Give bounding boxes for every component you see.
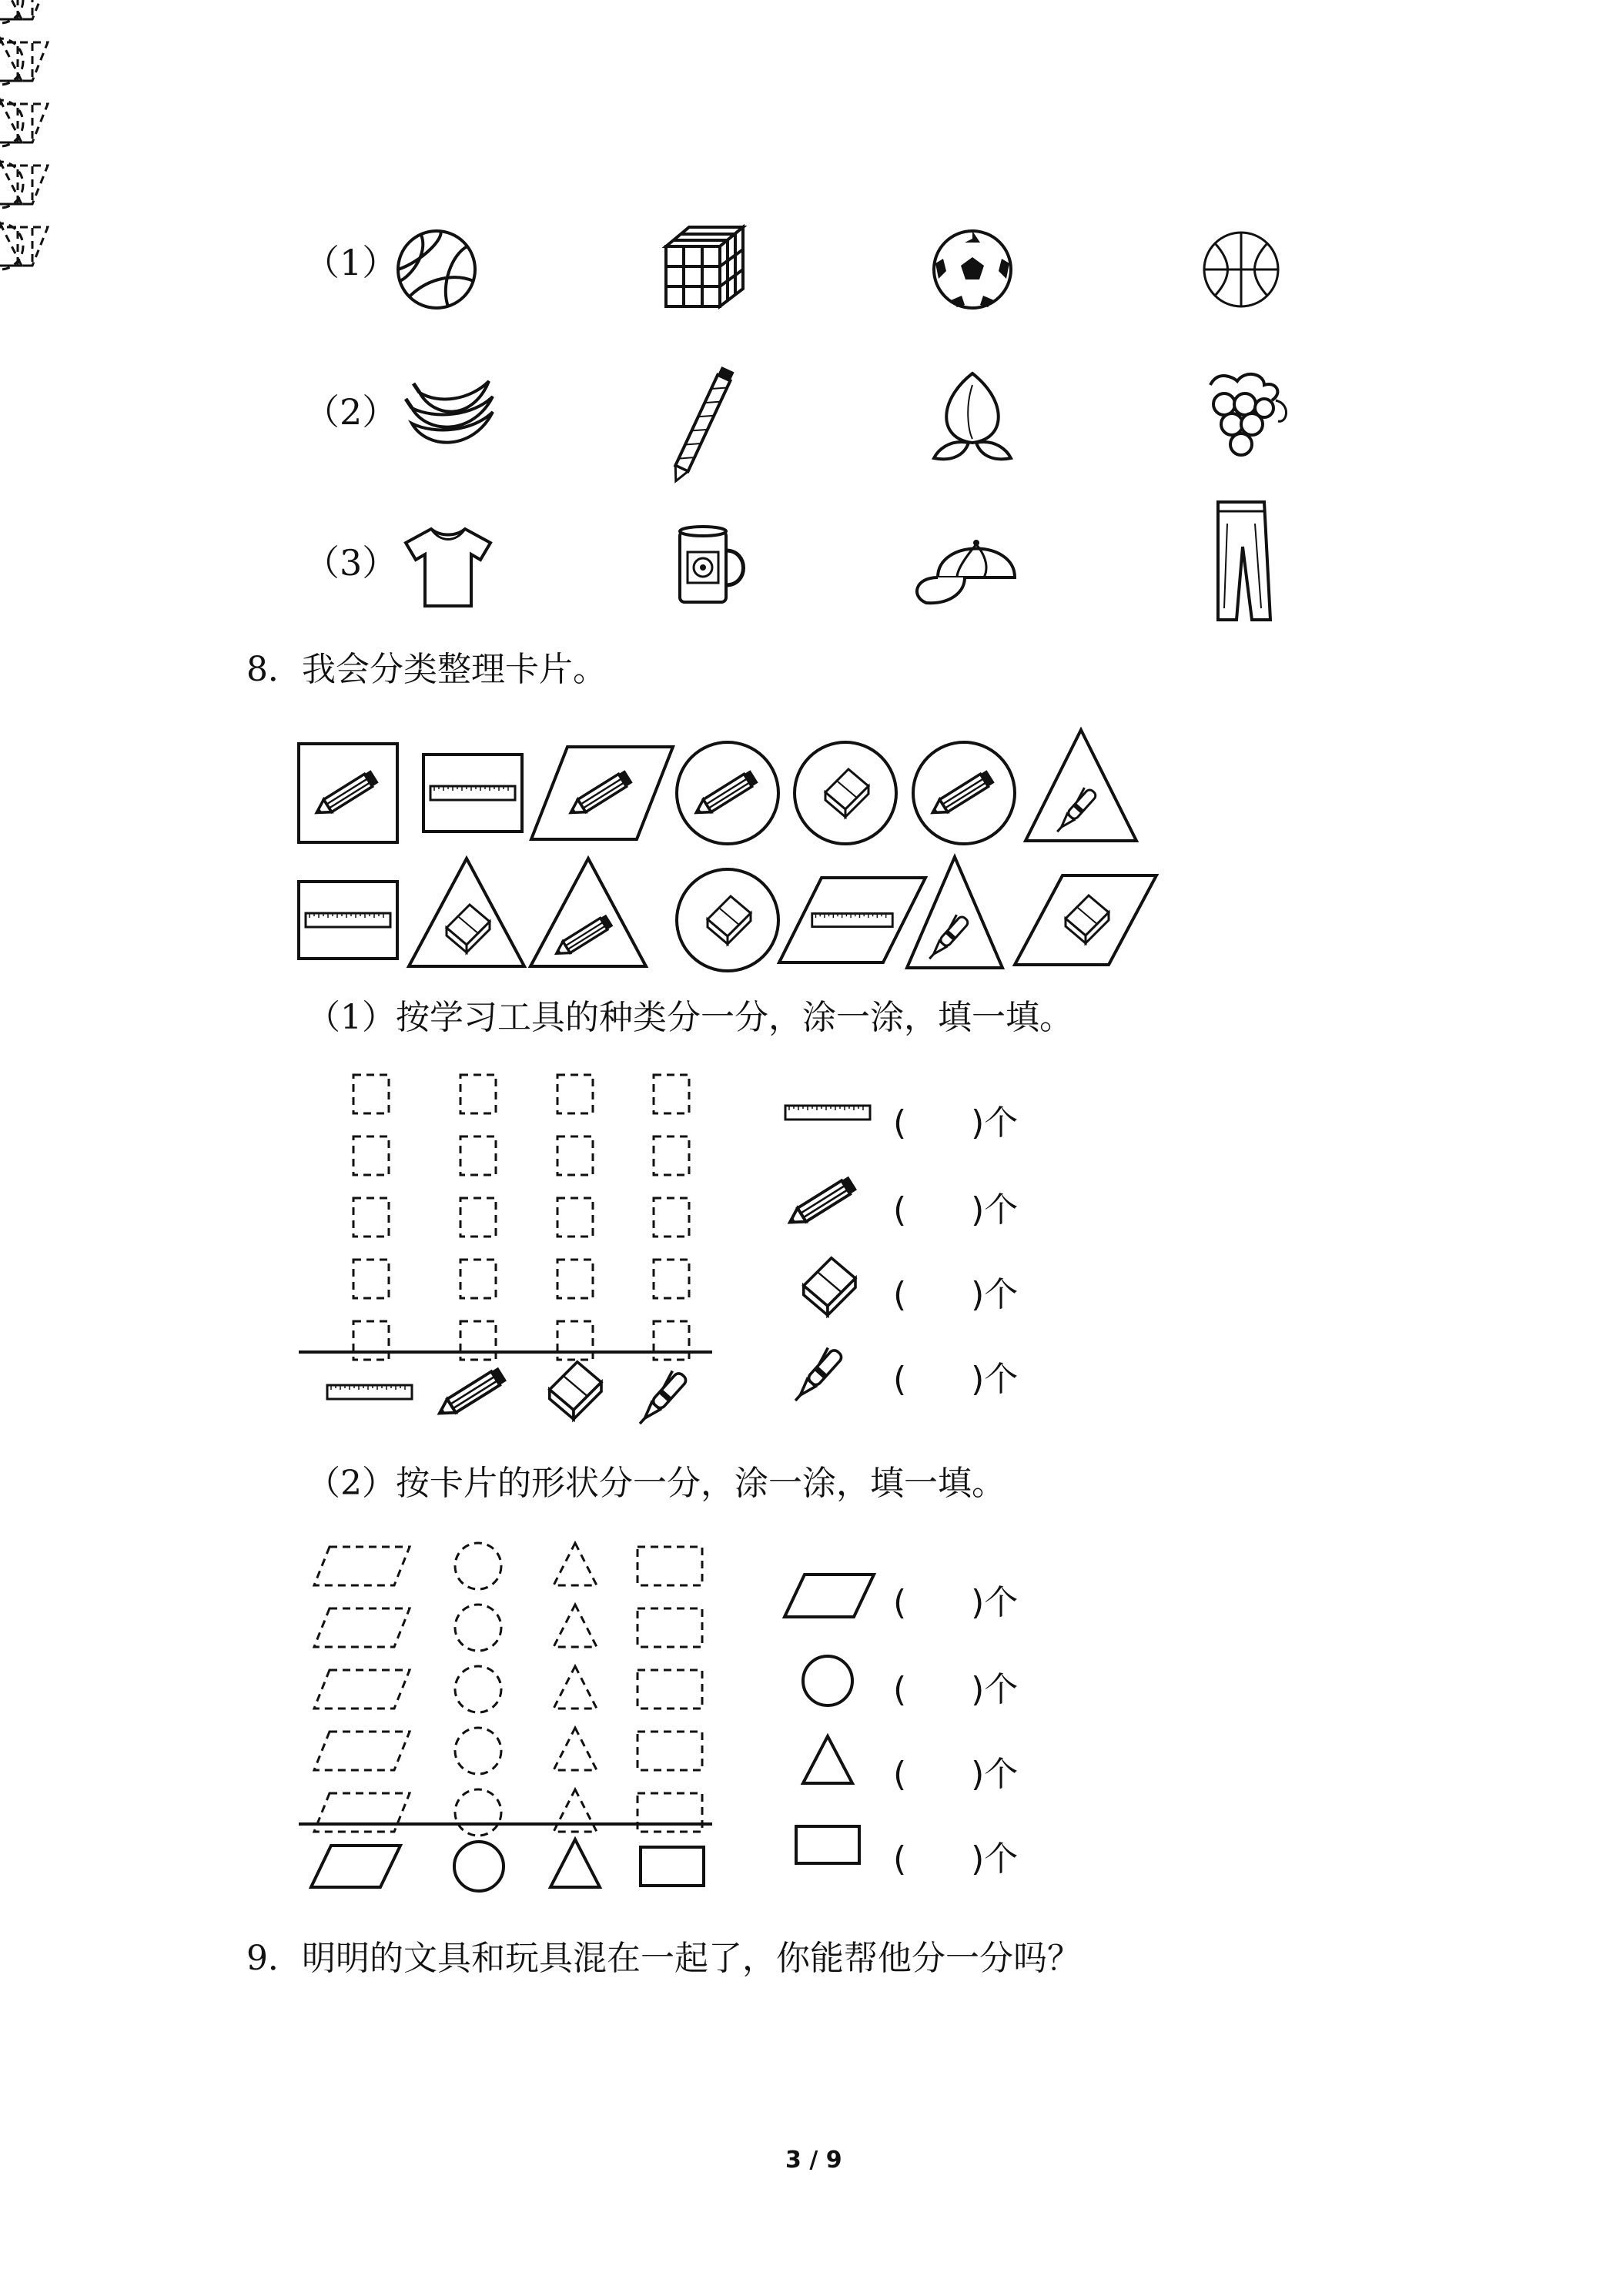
legend-pencil-icon — [785, 1176, 857, 1230]
card-parallelogram-eraser — [1015, 875, 1156, 965]
card-circle-pencil — [677, 742, 778, 844]
answer-blank-eraser[interactable]: ( )个 — [893, 1275, 1019, 1314]
answer-blank-pencil[interactable]: ( )个 — [893, 1190, 1019, 1230]
card-circle-pencil-2 — [913, 742, 1015, 844]
grapes-icon — [1210, 374, 1287, 455]
q7-row3-label: （3） — [304, 542, 398, 584]
legend-triangle-icon — [803, 1736, 852, 1783]
answer-blank-pen[interactable]: ( )个 — [893, 1360, 1019, 1399]
legend-eraser-icon — [804, 1258, 855, 1315]
card-circle-eraser — [795, 742, 896, 844]
card-triangle-eraser — [409, 858, 524, 966]
peach-icon — [934, 373, 1011, 459]
answer-blank-triangle[interactable]: ( )个 — [893, 1755, 1019, 1794]
card-triangle-pen-2 — [907, 857, 1002, 968]
card-square-pencil — [299, 744, 397, 842]
card-square-ruler — [423, 755, 522, 832]
part2-dashed-grid — [0, 0, 48, 269]
card-circle-eraser-2 — [677, 869, 778, 971]
q8-part2-instruction: （2）按卡片的形状分一分，涂一涂，填一填。 — [306, 1464, 1006, 1503]
part1-axis-ruler — [327, 1385, 412, 1399]
part1-axis-pencil — [435, 1367, 507, 1421]
q7-row2-label: （2） — [304, 391, 398, 433]
answer-blank-rectangle[interactable]: ( )个 — [893, 1839, 1019, 1879]
q9-title: 9．明明的文具和玩具混在一起了，你能帮他分一分吗？ — [246, 1939, 1081, 1978]
card-parallelogram-ruler — [779, 878, 925, 962]
q7-row1-label: （1） — [304, 242, 398, 283]
basketball-icon — [1204, 233, 1278, 306]
rubiks-cube-icon — [666, 227, 743, 306]
legend-ruler-icon — [785, 1106, 870, 1120]
tshirt-icon — [406, 529, 490, 606]
card-triangle-pencil — [530, 858, 646, 966]
volleyball-icon — [398, 231, 475, 308]
trousers-icon — [1218, 502, 1270, 620]
mug-icon — [680, 527, 744, 602]
answer-blank-parallelogram[interactable]: ( )个 — [893, 1583, 1019, 1622]
banana-icon — [406, 381, 493, 443]
answer-blank-circle[interactable]: ( )个 — [893, 1670, 1019, 1709]
cap-icon — [917, 540, 1015, 603]
part2-axis-shapes — [311, 1839, 704, 1891]
card-triangle-pen — [1026, 730, 1136, 841]
card-square-ruler-2 — [299, 882, 397, 959]
part1-axis-pen — [631, 1368, 688, 1428]
answer-blank-ruler[interactable]: ( )个 — [893, 1103, 1019, 1143]
legend-pen-icon — [787, 1345, 843, 1405]
soccer-ball-icon — [934, 231, 1011, 308]
card-parallelogram-pencil — [531, 747, 673, 839]
legend-rectangle-icon — [796, 1826, 859, 1863]
q8-part1-instruction: （1）按学习工具的种类分一分，涂一涂，填一填。 — [306, 998, 1073, 1037]
legend-circle-icon — [803, 1656, 852, 1705]
legend-parallelogram-icon — [785, 1575, 874, 1617]
part1-axis-eraser — [550, 1362, 601, 1419]
part2-legend-shapes — [785, 1575, 874, 1863]
page-number: 3 / 9 — [785, 2147, 842, 2174]
q8-title: 8．我会分类整理卡片。 — [246, 650, 607, 689]
pencil-icon — [670, 366, 735, 484]
